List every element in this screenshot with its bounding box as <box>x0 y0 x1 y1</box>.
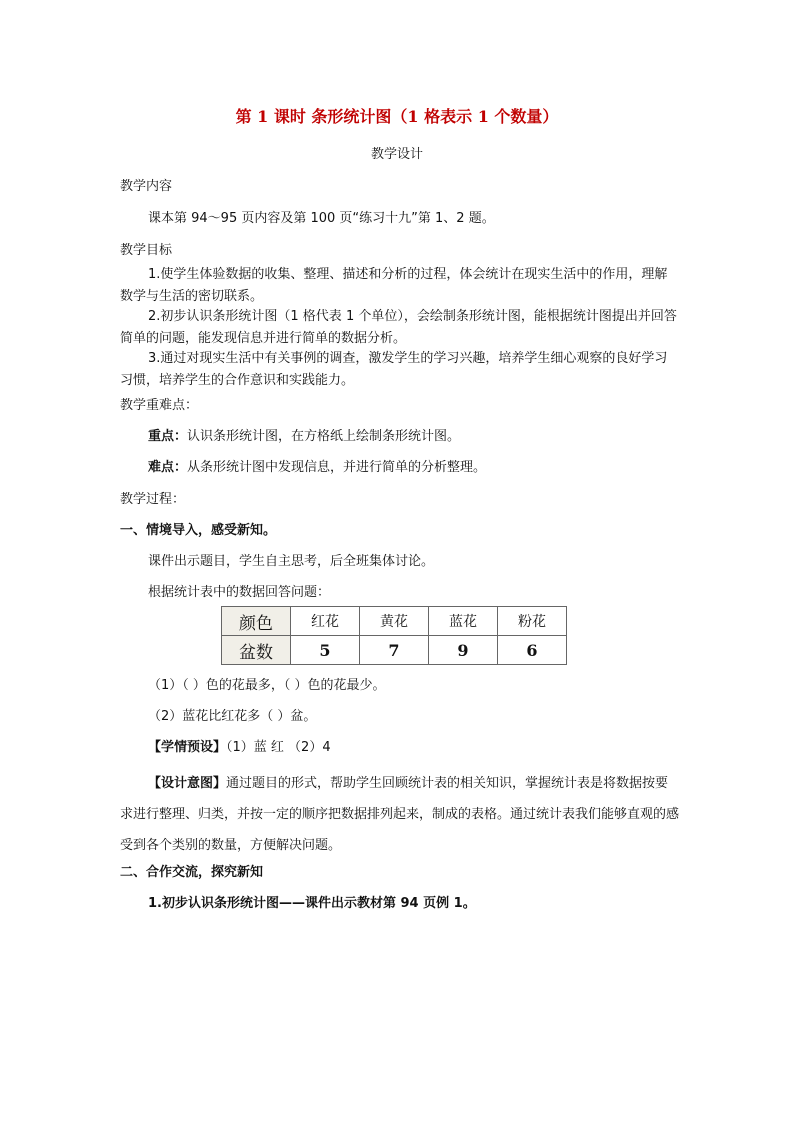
goal-item-3: 3.通过对现实生活中有关事例的调查，激发学生的学习兴趣，培养学生细心观察的良好学习习惯，培养学生的合作意识和实践能力。 <box>120 351 668 388</box>
part2-heading: 二、合作交流，探究新知 <box>120 865 264 880</box>
key-point-text: 认识条形统计图，在方格纸上绘制条形统计图。 <box>187 429 461 444</box>
difficulty-line <box>148 459 486 477</box>
column-yellow-flower: 黄花 <box>360 607 429 636</box>
table-row-count <box>222 636 567 665</box>
column-red-flower: 红花 <box>291 607 360 636</box>
key-point-line <box>148 428 460 446</box>
preset-text: （1）蓝 红 （2）4 <box>226 740 331 755</box>
table-row-color <box>222 607 567 636</box>
question-1: （1）（ ）色的花最多，（ ）色的花最少。 <box>148 678 386 693</box>
document-title: 第 1 课时 条形统计图（1 格表示 1 个数量） <box>235 107 559 126</box>
content-text: 课本第 94～95 页内容及第 100 页“练习十九”第 1、2 题。 <box>148 211 495 226</box>
part1-heading: 一、情境导入，感受新知。 <box>120 523 277 538</box>
value-pink-flower: 6 <box>498 636 567 665</box>
flower-stats-table <box>221 606 567 665</box>
document-subtitle: 教学设计 <box>370 147 423 162</box>
value-yellow-flower: 7 <box>360 636 429 665</box>
row-label-count: 盆数 <box>222 636 291 665</box>
difficulty-text: 从条形统计图中发现信息，并进行简单的分析整理。 <box>187 460 487 475</box>
difficulty-label: 难点： <box>148 460 188 475</box>
intent-paragraph <box>120 768 680 861</box>
value-blue-flower: 9 <box>429 636 498 665</box>
column-pink-flower: 粉花 <box>498 607 567 636</box>
goal-item-1: 1.使学生体验数据的收集、整理、描述和分析的过程，体会统计在现实生活中的作用，理解数学与生活的密切联系。 <box>120 267 668 304</box>
preset-line <box>148 739 331 757</box>
part2-item: 1.初步认识条形统计图——课件出示教材第 94 页例 1。 <box>148 896 476 911</box>
intent-text: 通过题目的形式，帮助学生回顾统计表的相关知识，掌握统计表是将数据按要求进行整理、归类，并按一定的顺序把数据排列起来，制成的表格。通过统计表我们能够直观的感受到各个类别的数量，方便解决问题。 <box>120 776 680 853</box>
preset-label: 【学情预设】 <box>148 740 227 755</box>
intent-label: 【设计意图】 <box>148 776 227 791</box>
table-intro: 根据统计表中的数据回答问题： <box>148 585 331 600</box>
content-heading: 教学内容 <box>120 179 173 194</box>
keypoints-heading: 教学重难点： <box>120 398 199 413</box>
row-label-color: 颜色 <box>222 607 291 636</box>
part1-text: 课件出示题目，学生自主思考，后全班集体讨论。 <box>148 554 435 569</box>
value-red-flower: 5 <box>291 636 360 665</box>
column-blue-flower: 蓝花 <box>429 607 498 636</box>
goal-item-2: 2.初步认识条形统计图（1 格代表 1 个单位），会绘制条形统计图，能根据统计图提出并回答简单的问题，能发现信息并进行简单的数据分析。 <box>120 309 677 346</box>
process-heading: 教学过程： <box>120 492 186 507</box>
question-2: （2）蓝花比红花多（ ）盆。 <box>148 709 317 724</box>
key-point-label: 重点： <box>148 429 188 444</box>
goals-heading: 教学目标 <box>120 243 173 258</box>
